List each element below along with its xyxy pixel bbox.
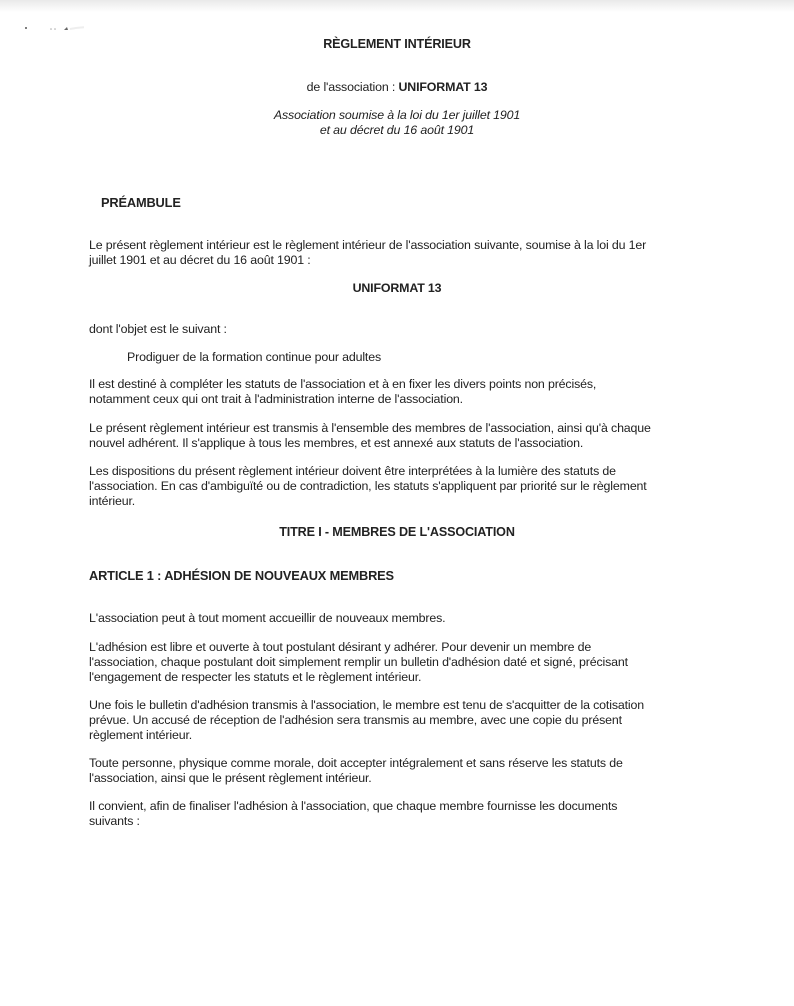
article-1-paragraph-3 <box>89 698 729 743</box>
article-1-paragraph-2 <box>89 640 729 685</box>
text-line: l'engagement de respecter les statuts et le règlement intérieur. <box>89 670 422 684</box>
object-intro: dont l'objet est le suivant : <box>89 322 227 336</box>
text-line: Il est destiné à compléter les statuts de l'association et à en fixer les divers points non précisés, <box>89 377 597 391</box>
text-line: Toute personne, physique comme morale, doit accepter intégralement et sans réserve les statuts de <box>89 756 623 770</box>
text-line: suivants : <box>89 814 140 828</box>
text-line: juillet 1901 et au décret du 16 août 1901 : <box>89 253 311 267</box>
preamble-paragraph-3 <box>89 464 709 509</box>
text-line: L'adhésion est libre et ouverte à tout postulant désirant y adhérer. Pour devenir un membre de <box>89 640 592 654</box>
text-line: Le présent règlement intérieur est le règlement intérieur de l'association suivante, soumise à la loi du 1er <box>89 238 647 252</box>
text-line: nouvel adhérent. Il s'applique à tous les membres, et est annexé aux statuts de l'association. <box>89 436 584 450</box>
association-object: Prodiguer de la formation continue pour adultes <box>127 350 382 364</box>
preamble-paragraph-2 <box>89 421 709 451</box>
legal-line-2: et au décret du 16 août 1901 <box>319 123 475 137</box>
titre-1-heading: TITRE I - MEMBRES DE L'ASSOCIATION <box>279 525 515 539</box>
text-line: intérieur. <box>89 494 136 508</box>
preamble-association-name: UNIFORMAT 13 <box>352 281 442 295</box>
text-line: Il convient, afin de finaliser l'adhésion à l'association, que chaque membre fournisse les documents <box>89 799 618 813</box>
text-line: règlement intérieur. <box>89 728 193 742</box>
text-line: prévue. Un accusé de réception de l'adhésion sera transmis au membre, avec une copie du présent <box>89 713 622 727</box>
article-1-paragraph-1: L'association peut à tout moment accueillir de nouveaux membres. <box>89 611 446 625</box>
association-prefix: de l'association : <box>306 80 399 94</box>
text-line: l'association, chaque postulant doit simplement remplir un bulletin d'adhésion daté et signé, précisant <box>89 655 628 669</box>
text-line: Le présent règlement intérieur est transmis à l'ensemble des membres de l'association, ainsi qu'à chaque <box>89 421 651 435</box>
article-1-paragraph-5 <box>89 799 729 829</box>
scan-top-shadow <box>0 0 794 12</box>
preamble-heading: PRÉAMBULE <box>101 195 181 210</box>
text-line: l'association, ainsi que le présent règlement intérieur. <box>89 771 372 785</box>
text-line: notamment ceux qui ont trait à l'administration interne de l'association. <box>89 392 463 406</box>
legal-line-1: Association soumise à la loi du 1er juillet 1901 <box>273 108 521 122</box>
document-title: RÈGLEMENT INTÉRIEUR <box>323 37 471 51</box>
association-line <box>0 80 794 94</box>
association-name: UNIFORMAT 13 <box>398 80 488 94</box>
text-line: l'association. En cas d'ambiguïté ou de contradiction, les statuts s'appliquent par priorité sur le règlement <box>89 479 647 493</box>
preamble-paragraph-1 <box>89 377 709 407</box>
article-1-paragraph-4 <box>89 756 729 786</box>
text-line: Une fois le bulletin d'adhésion transmis à l'association, le membre est tenu de s'acquitter de la cotisation <box>89 698 644 712</box>
article-1-heading: ARTICLE 1 : ADHÉSION DE NOUVEAUX MEMBRES <box>89 568 394 583</box>
text-line: Les dispositions du présent règlement intérieur doivent être interprétées à la lumière des statuts de <box>89 464 616 478</box>
preamble-intro <box>89 238 709 268</box>
scan-specks-decoration <box>24 24 84 34</box>
